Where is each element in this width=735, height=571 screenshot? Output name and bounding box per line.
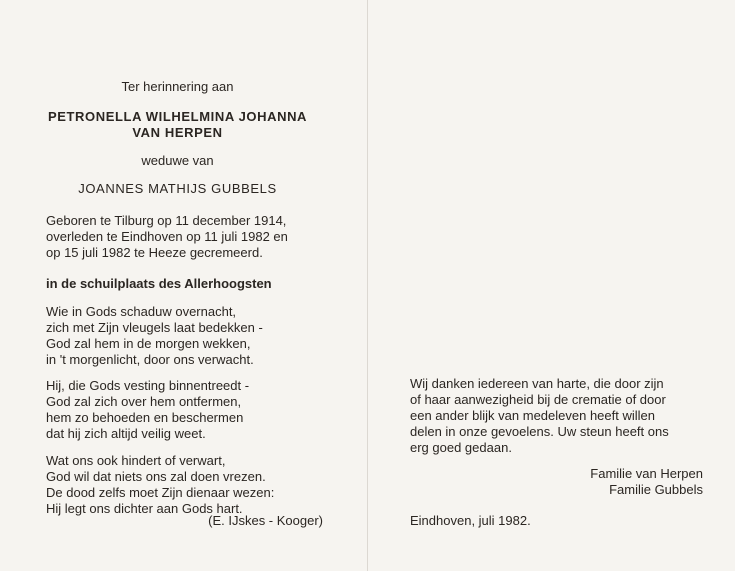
poem-line: Hij legt ons dichter aan Gods hart. (46, 501, 243, 516)
relation-text: weduwe van (141, 153, 214, 168)
deceased-name-line1: PETRONELLA WILHELMINA JOHANNA (47, 109, 308, 124)
family-signature-1: Familie van Herpen (590, 466, 703, 481)
bio-line: Geboren te Tilburg op 11 december 1914, (46, 213, 287, 228)
thanks-line: Wij danken iedereen van harte, die door zijn (410, 376, 664, 391)
family-signature-2: Familie Gubbels (609, 482, 703, 497)
poem-line: in 't morgenlicht, door ons verwacht. (46, 352, 254, 367)
thanks-line: erg goed gedaan. (410, 440, 512, 455)
section-heading: in de schuilplaats des Allerhoogsten (46, 276, 272, 291)
poem-line: zich met Zijn vleugels laat bedekken - (46, 320, 263, 335)
intro-text: Ter herinnering aan (121, 79, 234, 94)
poem-author: (E. IJskes - Kooger) (208, 513, 323, 528)
bio-line: op 15 juli 1982 te Heeze gecremeerd. (46, 245, 263, 260)
thanks-line: delen in onze gevoelens. Uw steun heeft ons (410, 424, 669, 439)
poem-line: Hij, die Gods vesting binnentreedt - (46, 378, 250, 393)
right-panel (368, 0, 735, 571)
poem-line: Wie in Gods schaduw overnacht, (46, 304, 237, 319)
poem-line: God zal zich over hem ontfermen, (46, 394, 242, 409)
bio-line: overleden te Eindhoven op 11 juli 1982 en (46, 229, 288, 244)
poem-line: dat hij zich altijd veilig weet. (46, 426, 206, 441)
thanks-line: of haar aanwezigheid bij de crematie of door (410, 392, 666, 407)
poem-line: Wat ons ook hindert of verwart, (46, 453, 226, 468)
poem-line: God wil dat niets ons zal doen vrezen. (46, 469, 266, 484)
left-panel (0, 0, 367, 571)
thanks-line: een ander blijk van medeleven heeft willen (410, 408, 655, 423)
poem-line: hem zo behoeden en beschermen (46, 410, 244, 425)
place-date: Eindhoven, juli 1982. (410, 513, 531, 528)
spouse-name: JOANNES MATHIJS GUBBELS (78, 181, 277, 196)
deceased-name-line2: VAN HERPEN (132, 125, 223, 140)
poem-line: De dood zelfs moet Zijn dienaar wezen: (46, 485, 275, 500)
poem-line: God zal hem in de morgen wekken, (46, 336, 251, 351)
